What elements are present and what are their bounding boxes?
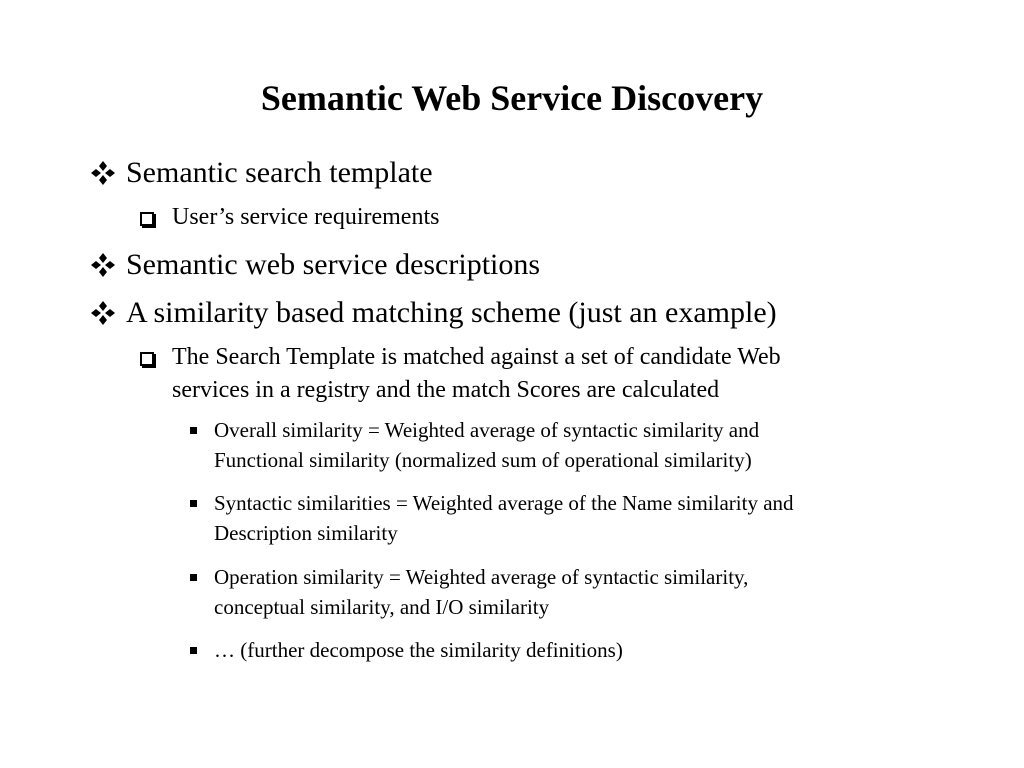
square-bullet-icon — [190, 415, 200, 445]
box-bullet-icon — [140, 341, 160, 374]
bullet-text-line: Operation similarity = Weighted average of syntactic similarity, — [214, 565, 749, 589]
square-bullet-icon — [190, 562, 200, 592]
bullet-text: User’s service requirements — [172, 204, 440, 230]
bullet-text: Semantic web service descriptions — [126, 248, 541, 281]
slide-title: Semantic Web Service Discovery — [260, 78, 764, 118]
bullet-text-line: conceptual similarity, and I/O similarity — [214, 595, 550, 619]
diamond-bullet-icon — [90, 156, 118, 192]
bullet-text-line: Syntactic similarities = Weighted average of the Name similarity and — [214, 491, 794, 515]
bullet-text-line: Functional similarity (normalized sum of operational similarity) — [214, 448, 752, 472]
diamond-bullet-icon — [90, 296, 118, 332]
bullet-text: … (further decompose the similarity definitions) — [214, 638, 623, 662]
bullet-text-line: The Search Template is matched against a set of candidate Web — [172, 344, 781, 370]
box-bullet-icon — [140, 201, 160, 234]
bullet-text-line: services in a registry and the match Scores are calculated — [172, 377, 720, 403]
bullet-text-line: Overall similarity = Weighted average of syntactic similarity and — [214, 418, 760, 442]
bullet-text-line: Description similarity — [214, 521, 398, 545]
bullet-text: Semantic search template — [126, 156, 433, 189]
square-bullet-icon — [190, 488, 200, 518]
diamond-bullet-icon — [90, 248, 118, 284]
square-bullet-icon — [190, 635, 200, 665]
bullet-text: A similarity based matching scheme (just an example) — [126, 296, 777, 329]
